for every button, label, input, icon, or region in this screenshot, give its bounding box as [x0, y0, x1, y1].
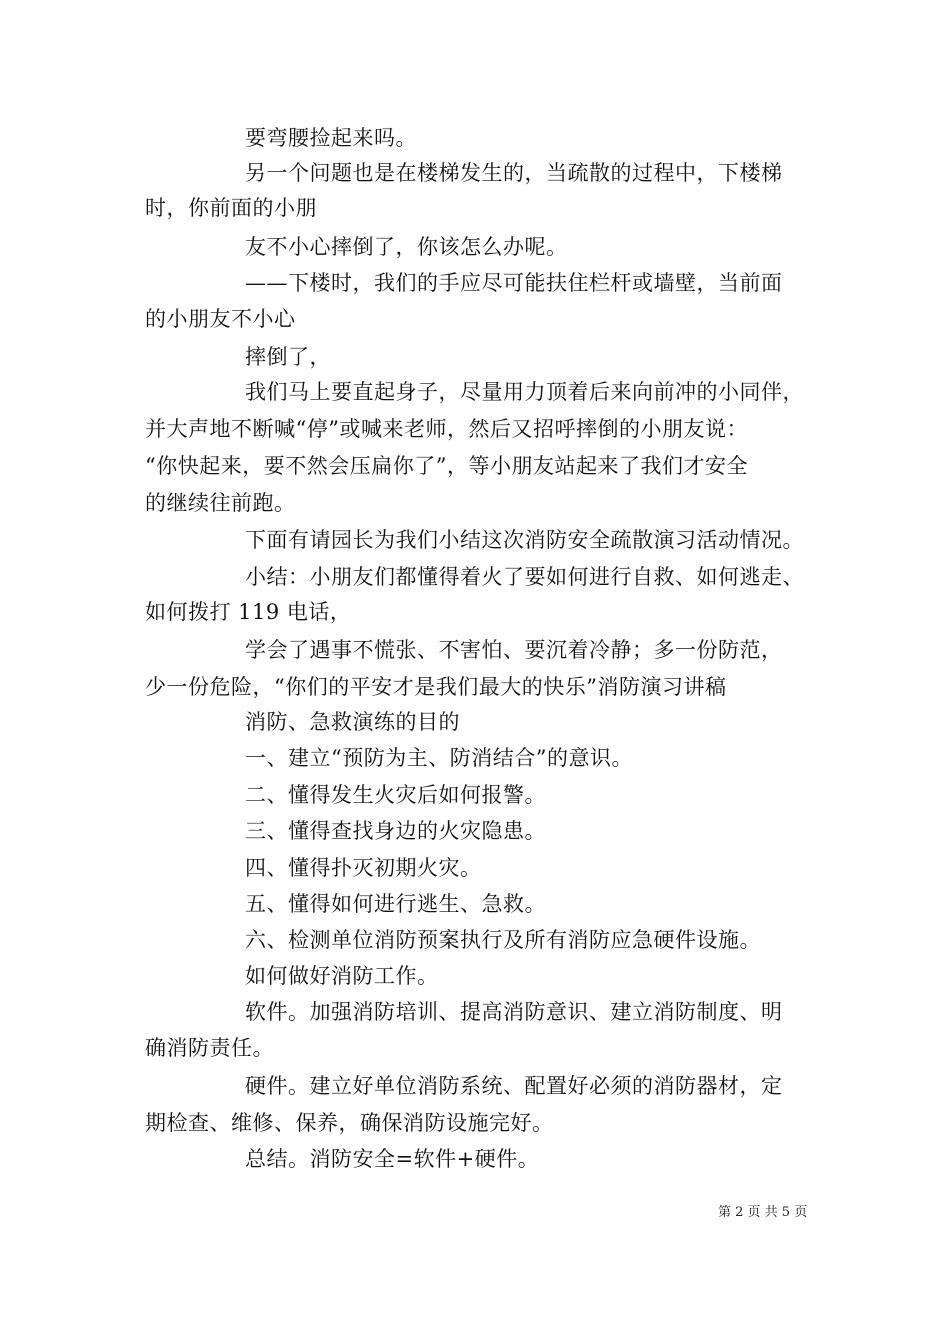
text-line-23: 六、检测单位消防预案执行及所有消防应急硬件设施。 [245, 928, 761, 952]
text-line-17: 消防、急救演练的目的 [245, 710, 460, 734]
text-line-22: 五、懂得如何进行逃生、急救。 [245, 892, 546, 916]
text-line-5: ——下楼时，我们的手应尽可能扶住栏杆或墙壁，当前面 [245, 271, 783, 295]
text-line-24: 如何做好消防工作。 [245, 964, 439, 988]
text-line-16: 少一份危险，“你们的平安才是我们最大的快乐”消防演习讲稿 [145, 675, 727, 699]
text-line-7: 摔倒了， [245, 345, 331, 369]
text-line-21: 四、懂得扑灭初期火灾。 [245, 856, 482, 880]
text-line-3: 时，你前面的小朋 [145, 196, 317, 220]
text-line-19: 二、懂得发生火灾后如何报警。 [245, 783, 546, 807]
text-line-20: 三、懂得查找身边的火灾隐患。 [245, 819, 546, 843]
text-line-10: “你快起来，要不然会压扁你了”，等小朋友站起来了我们才安全 [145, 454, 748, 478]
text-line-18: 一、建立“预防为主、防消结合”的意识。 [245, 746, 633, 770]
text-line-11: 的继续往前跑。 [145, 491, 296, 515]
text-line-2: 另一个问题也是在楼梯发生的，当疏散的过程中，下楼梯 [245, 161, 783, 185]
text-line-8: 我们马上要直起身子，尽量用力顶着后来向前冲的小同伴， [245, 380, 804, 404]
text-line-26: 确消防责任。 [145, 1036, 274, 1060]
text-line-9: 并大声地不断喊“停”或喊来老师，然后又招呼摔倒的小朋友说： [145, 417, 748, 441]
text-line-4: 友不小心摔倒了，你该怎么办呢。 [245, 235, 568, 259]
text-line-14: 如何拨打 119 电话， [145, 600, 352, 624]
page-number-footer: 第 2 页 共 5 页 [718, 1205, 808, 1220]
text-line-6: 的小朋友不小心 [145, 307, 296, 331]
text-line-1: 要弯腰捡起来吗。 [245, 126, 417, 150]
text-line-28: 期检查、维修、保养，确保消防设施完好。 [145, 1111, 554, 1135]
text-line-15: 学会了遇事不慌张、不害怕、要沉着冷静；多一份防范， [245, 638, 783, 662]
text-line-29: 总结。消防安全=软件+硬件。 [245, 1147, 540, 1171]
text-line-13: 小结：小朋友们都懂得着火了要如何进行自救、如何逃走、 [245, 565, 804, 589]
text-line-12: 下面有请园长为我们小结这次消防安全疏散演习活动情况。 [245, 528, 804, 552]
text-line-27: 硬件。建立好单位消防系统、配置好必须的消防器材，定 [245, 1074, 783, 1098]
text-line-25: 软件。加强消防培训、提高消防意识、建立消防制度、明 [245, 1000, 783, 1024]
